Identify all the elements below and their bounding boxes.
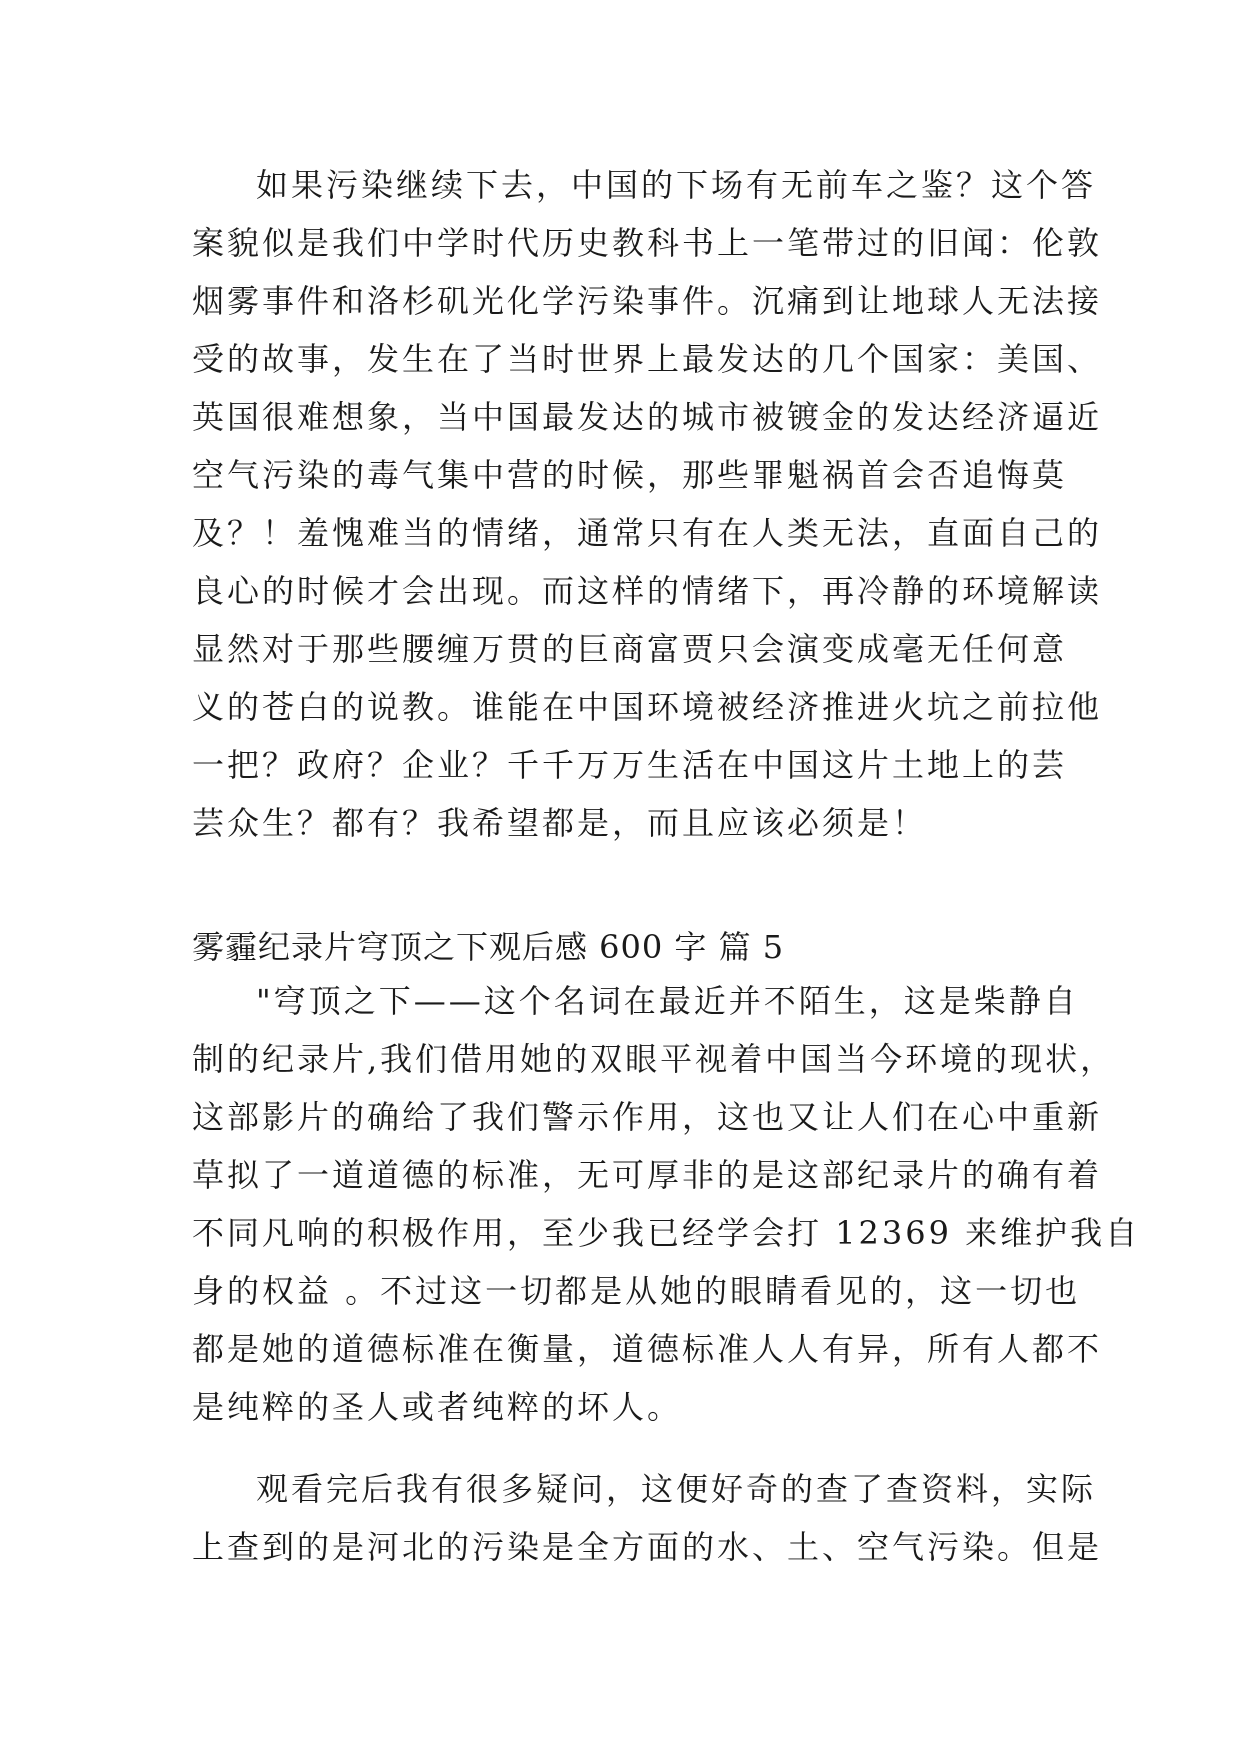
paragraph-line: 空气污染的毒气集中营的时候，那些罪魁祸首会否追悔莫 bbox=[192, 456, 1068, 494]
paragraph-line: 受的故事，发生在了当时世界上最发达的几个国家：美国、 bbox=[192, 340, 1103, 378]
paragraph-2 bbox=[192, 972, 1141, 1436]
paragraph-line: 身的权益 。不过这一切都是从她的眼睛看见的，这一切也 bbox=[192, 1272, 1081, 1310]
paragraph-3 bbox=[192, 1460, 1103, 1576]
paragraph-line: 制的纪录片,我们借用她的双眼平视着中国当今环境的现状， bbox=[192, 1040, 1116, 1078]
paragraph-line: "穹顶之下——这个名词在最近并不陌生，这是柴静自 bbox=[256, 982, 1079, 1020]
paragraph-line: 英国很难想象，当中国最发达的城市被镀金的发达经济逼近 bbox=[192, 398, 1103, 436]
paragraph-line: 这部影片的确给了我们警示作用，这也又让人们在心中重新 bbox=[192, 1098, 1103, 1136]
paragraph-1 bbox=[192, 156, 1103, 852]
paragraph-line: 一把？政府？企业？千千万万生活在中国这片土地上的芸 bbox=[192, 746, 1068, 784]
paragraph-line: 义的苍白的说教。谁能在中国环境被经济推进火坑之前拉他 bbox=[192, 688, 1103, 726]
paragraph-line: 芸众生？都有？我希望都是，而且应该必须是！ bbox=[192, 804, 928, 842]
section-heading-block bbox=[192, 918, 1052, 976]
paragraph-line: 良心的时候才会出现。而这样的情绪下，再冷静的环境解读 bbox=[192, 572, 1103, 610]
paragraph-line: 是纯粹的圣人或者纯粹的坏人。 bbox=[192, 1388, 683, 1426]
paragraph-line: 不同凡响的积极作用，至少我已经学会打 12369 来维护我自 bbox=[192, 1214, 1141, 1252]
paragraph-line: 上查到的是河北的污染是全方面的水、土、空气污染。但是 bbox=[192, 1528, 1103, 1566]
paragraph-line: 烟雾事件和洛杉矶光化学污染事件。沉痛到让地球人无法接 bbox=[192, 282, 1103, 320]
paragraph-line: 都是她的道德标准在衡量，道德标准人人有异，所有人都不 bbox=[192, 1330, 1103, 1368]
paragraph-line: 及？！羞愧难当的情绪，通常只有在人类无法，直面自己的 bbox=[192, 514, 1103, 552]
paragraph-line: 草拟了一道道德的标准，无可厚非的是这部纪录片的确有着 bbox=[192, 1156, 1103, 1194]
paragraph-line: 观看完后我有很多疑问，这便好奇的查了查资料，实际 bbox=[256, 1470, 1097, 1508]
paragraph-line: 案貌似是我们中学时代历史教科书上一笔带过的旧闻：伦敦 bbox=[192, 224, 1103, 262]
paragraph-line: 如果污染继续下去，中国的下场有无前车之鉴？这个答 bbox=[256, 166, 1097, 204]
paragraph-line: 显然对于那些腰缠万贯的巨商富贾只会演变成毫无任何意 bbox=[192, 630, 1068, 668]
section-heading: 雾霾纪录片穹顶之下观后感 600 字 篇 5 bbox=[192, 928, 785, 966]
